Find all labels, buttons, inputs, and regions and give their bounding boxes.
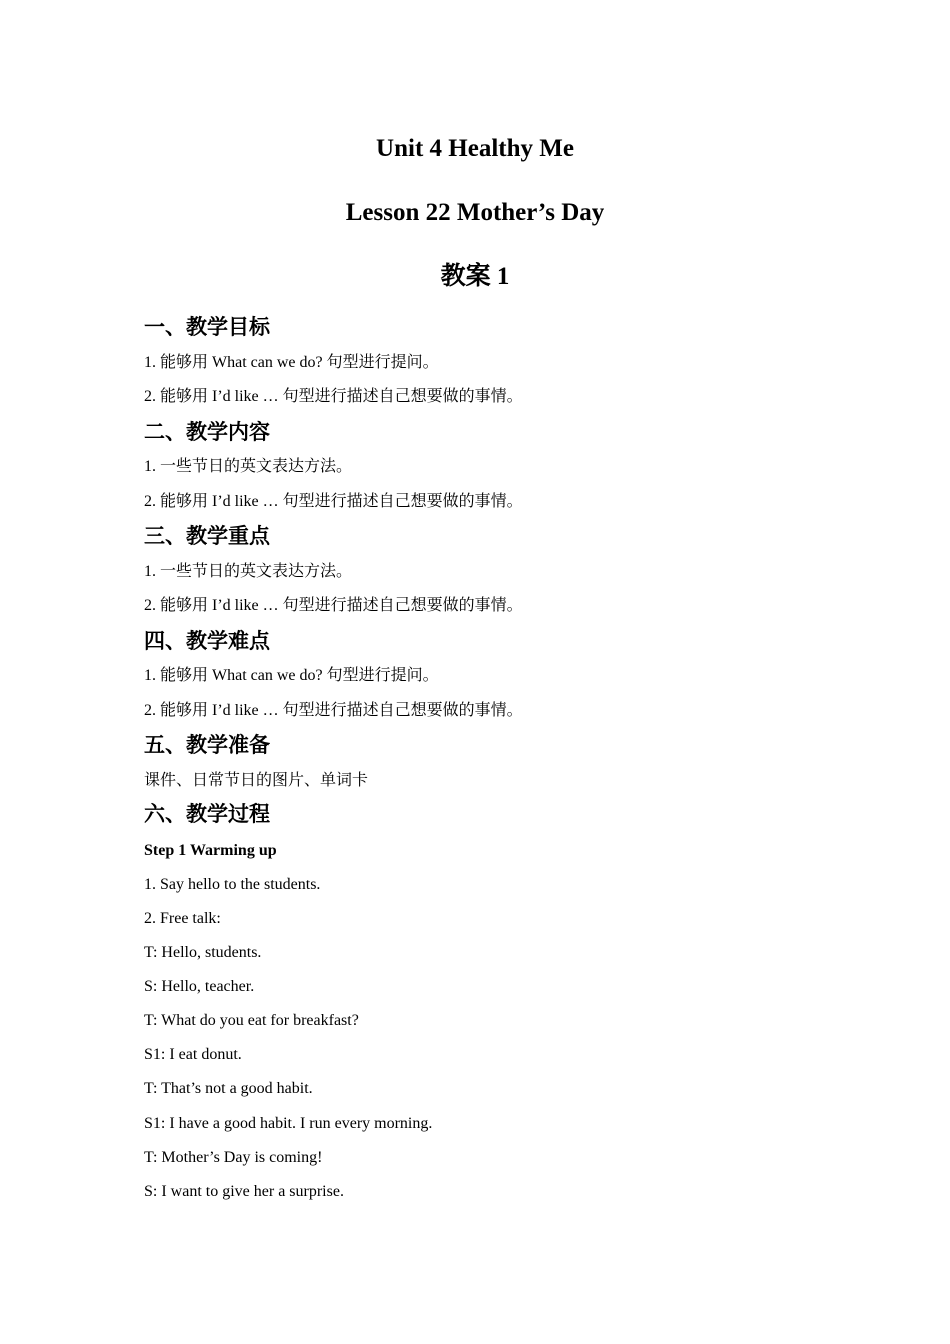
body-line: 课件、日常节日的图片、单词卡 [144, 772, 369, 789]
section-heading: 五、教学准备 [144, 733, 270, 757]
lesson-title: Lesson 22 Mother’s Day [345, 199, 605, 226]
plan-title: 教案 1 [440, 263, 510, 290]
dialogue-line: T: What do you eat for breakfast? [144, 1012, 359, 1029]
step-title: Step 1 Warming up [144, 842, 277, 859]
section-heading: 六、教学过程 [144, 802, 270, 826]
body-line: 2. 能够用 I’d like … 句型进行描述自己想要做的事情。 [144, 388, 523, 405]
dialogue-line: S: I want to give her a surprise. [144, 1183, 344, 1200]
body-line: 2. 能够用 I’d like … 句型进行描述自己想要做的事情。 [144, 493, 523, 510]
body-line: 2. 能够用 I’d like … 句型进行描述自己想要做的事情。 [144, 702, 523, 719]
body-line: 1. 能够用 What can we do? 句型进行提问。 [144, 667, 439, 684]
section-heading: 一、教学目标 [144, 315, 270, 339]
body-line: 1. Say hello to the students. [144, 876, 321, 893]
body-line: 2. Free talk: [144, 910, 221, 927]
dialogue-line: S: Hello, teacher. [144, 978, 255, 995]
dialogue-line: T: That’s not a good habit. [144, 1080, 313, 1097]
dialogue-line: S1: I have a good habit. I run every morning. [144, 1115, 433, 1132]
section-heading: 三、教学重点 [144, 524, 270, 548]
dialogue-line: T: Mother’s Day is coming! [144, 1149, 323, 1166]
body-line: 1. 一些节日的英文表达方法。 [144, 458, 353, 475]
dialogue-line: T: Hello, students. [144, 944, 262, 961]
section-heading: 二、教学内容 [144, 420, 270, 444]
body-line: 1. 一些节日的英文表达方法。 [144, 563, 353, 580]
body-line: 1. 能够用 What can we do? 句型进行提问。 [144, 354, 439, 371]
body-line: 2. 能够用 I’d like … 句型进行描述自己想要做的事情。 [144, 597, 523, 614]
section-heading: 四、教学难点 [144, 629, 270, 653]
unit-title: Unit 4 Healthy Me [376, 135, 574, 162]
dialogue-line: S1: I eat donut. [144, 1046, 242, 1063]
